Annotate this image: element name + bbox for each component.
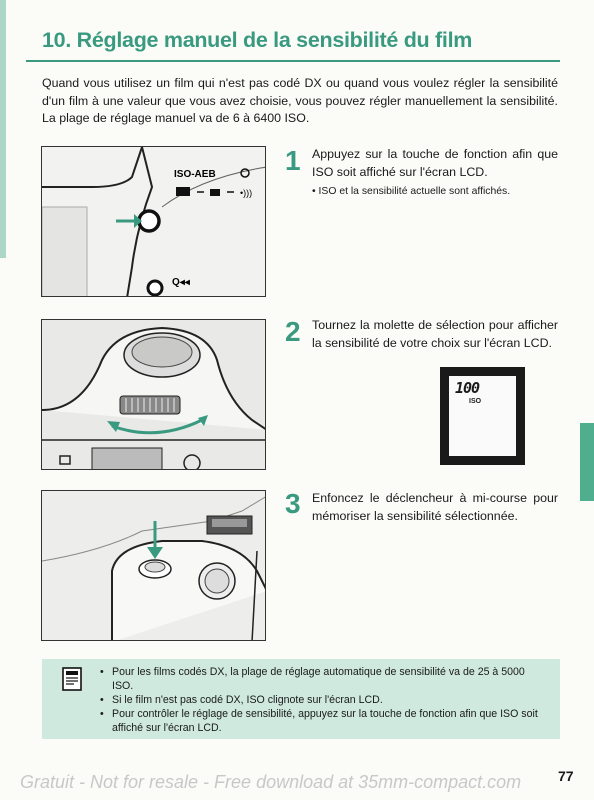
step-3-number: 3 [285,488,301,519]
lcd-screen [449,376,516,456]
page-number: 77 [558,768,574,784]
illustration-shutter-button [41,490,266,641]
step-2-number: 2 [285,316,301,347]
title-rule [26,60,560,62]
illustration-main-dial [41,319,266,470]
step-2-text: Tournez la molette de sélection pour afficher la sensibilité de votre choix sur l'écran LCD. [312,318,558,350]
review-label: Q◂◂ [172,277,190,288]
note-item: • Pour contrôler le réglage de sensibilité, appuyez sur la touche de fonction afin que ISO soit affiché sur l'écran LCD. [100,707,548,735]
step-1-note-text: ISO et la sensibilité actuelle sont affichés. [318,186,511,197]
footer-watermark: Gratuit - Not for resale - Free download at 35mm-compact.com [20,772,522,792]
lcd-iso-label: ISO [469,398,482,405]
step-1-text: Appuyez sur la touche de fonction afin que ISO soit affiché sur l'écran LCD. [312,147,558,179]
note-item: • Si le film n'est pas codé DX, ISO clignote sur l'écran LCD. [100,693,548,707]
intro-paragraph: Quand vous utilisez un film qui n'est pas codé DX ou quand vous voulez régler la sensibilité d'un film à une valeur que vous avez choisie, vous pouvez régler manuellement la sensibilité. La plage de réglage manuel va de 6 à 6400 ISO. [42,76,558,125]
iso-aeb-label: ISO-AEB [174,169,216,180]
notes-box [42,659,560,739]
lcd-iso-value: 100 [455,379,480,397]
svg-text:•))): •))) [240,188,253,198]
chapter-tab [580,423,594,501]
lcd-display [440,367,525,465]
note-icon [62,667,82,691]
note-item: • Pour les films codés DX, la plage de réglage automatique de sensibilité va de 25 à 5000 ISO. [100,665,548,693]
step-3-text: Enfoncez le déclencheur à mi-course pour mémoriser la sensibilité sélectionnée. [312,491,558,523]
step-1-note: • ISO et la sensibilité actuelle sont affichés. [312,186,511,197]
illustration-function-button [41,146,266,297]
step-1-number: 1 [285,145,301,176]
left-edge-band [0,0,6,258]
notes-list [100,665,548,735]
page-title: 10. Réglage manuel de la sensibilité du film [42,28,473,52]
